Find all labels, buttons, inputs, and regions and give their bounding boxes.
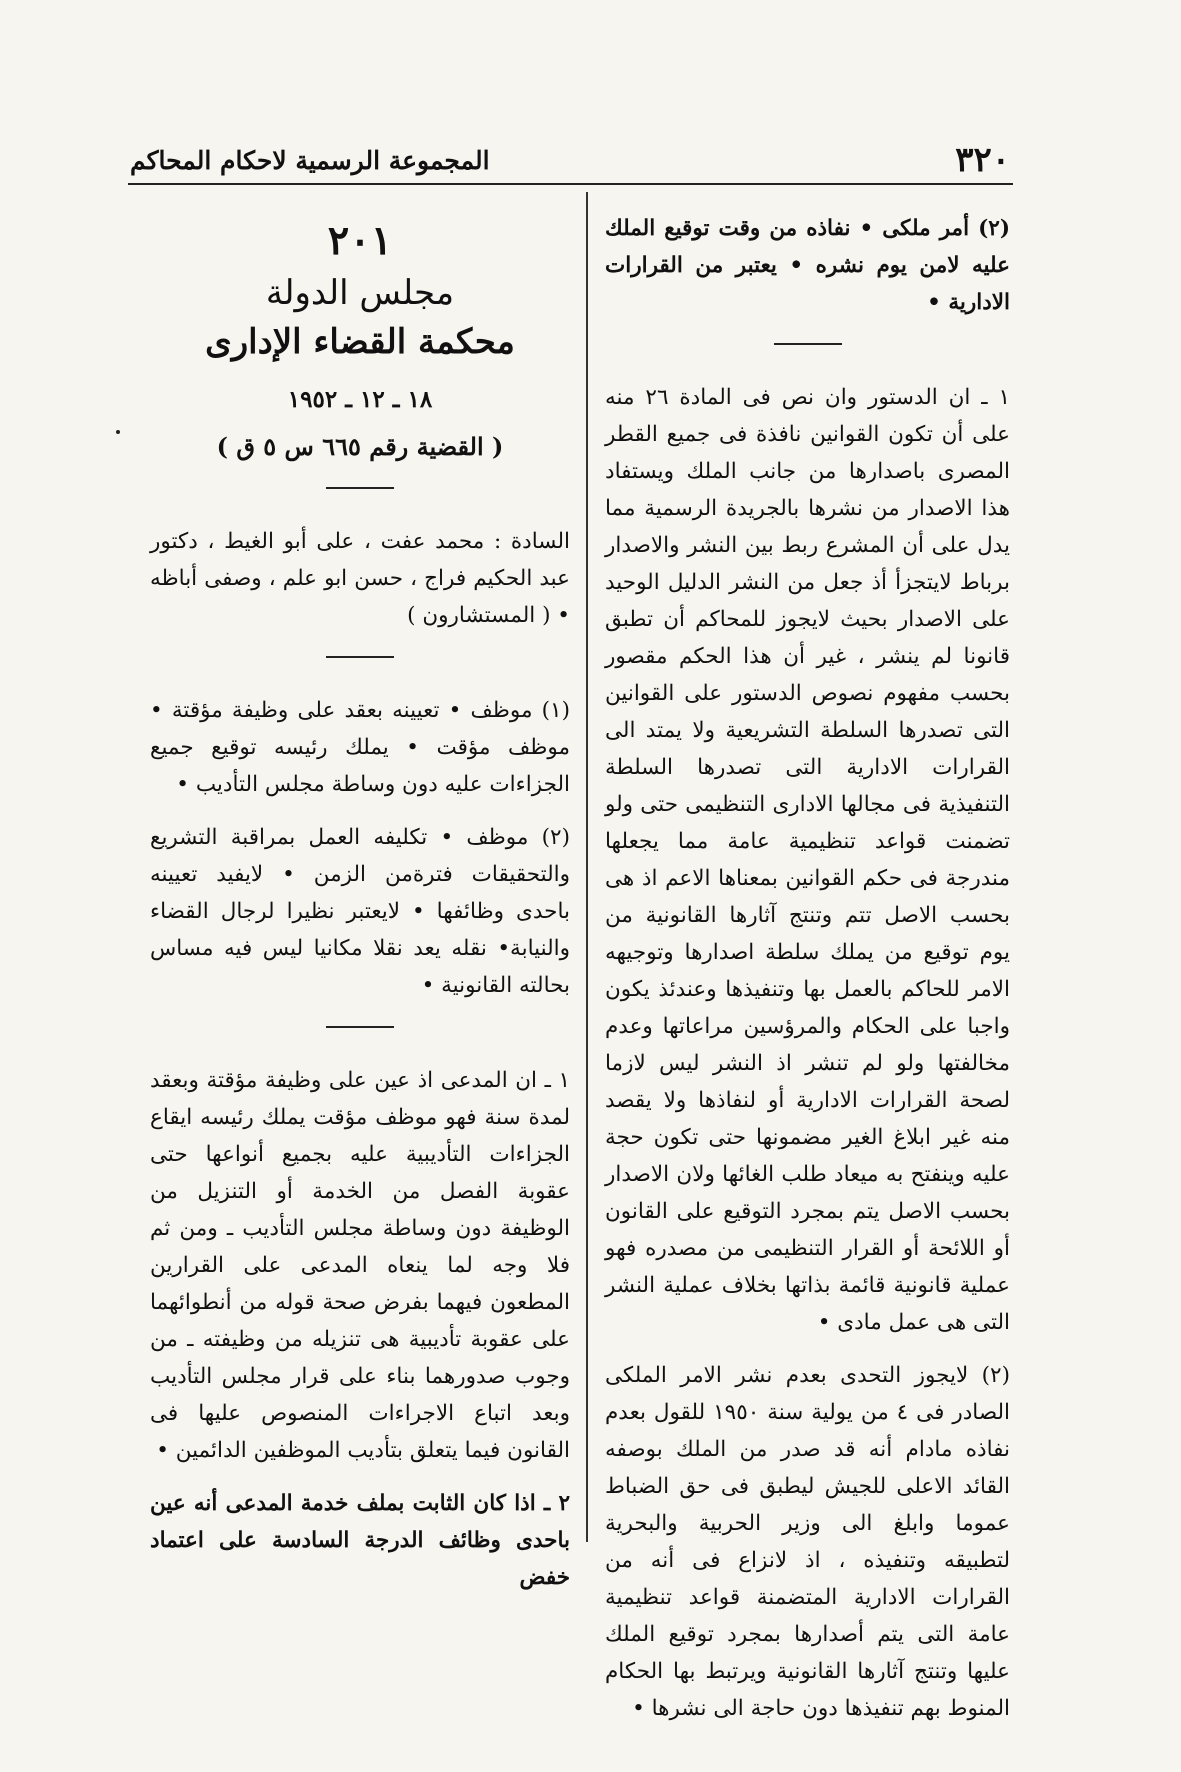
section-rule [326, 487, 394, 489]
right-column [605, 210, 1010, 1743]
section-rule [774, 343, 842, 345]
left-column [150, 210, 570, 1612]
left-headnote-1: (١) موظف • تعيينه بعقد على وظيفة مؤقتة • موظف مؤقت • يملك رئيسه توقيع جميع الجزاءات عليه دون وساطة مجلس التأديب • [150, 698, 570, 797]
section-rule [326, 1026, 394, 1028]
column-divider [586, 192, 588, 1542]
left-paragraph-2: ٢ ـ اذا كان الثابت بملف خدمة المدعى أنه عين باحدى وظائف الدرجة السادسة على اعتماد خفض [150, 1491, 570, 1590]
right-paragraph-2: (٢) لايجوز التحدى بعدم نشر الامر الملكى الصادر فى ٤ من يولية سنة ١٩٥٠ للقول بعدم نفاذه مادام أنه قد صدر من الملك بوصفه القائد الاعلى للجيش ليطبق فى حق الضباط عموما وابلغ الى وزير الحربية والبحرية لتطبيقه وتنفيذه ، اذ لانزاع فى أنه من القرارات الادارية المتضمنة قواعد تنظيمية عامة التى يتم أصدارها بمجرد توقيع الملك عليها وتنتج آثارها القانونية ويرتبط بها الحكام المنوط بهم تنفيذها دون حاجة الى نشرها • [605, 1363, 1010, 1721]
case-reference: ( القضية رقم ٦٦٥ س ٥ ق ) [216, 432, 504, 461]
left-paragraph-1: ١ ـ ان المدعى اذ عين على وظيفة مؤقتة وبعقد لمدة سنة فهو موظف مؤقت يملك رئيسه ايقاع الجزاءات التأديبية عليه بجميع أنواعها حتى عقوبة الفصل من الخدمة أو التنزيل من الوظيفة دون وساطة مجلس التأديب ـ ومن ثم فلا وجه لما ينعاه المدعى على القرارين المطعون فيهما بفرض صحة قوله من أنطوائهما على عقوبة تأديبية هى تنزيله من وظيفته ـ من وجوب صدورهما بناء على قرار مجلس التأديب وبعد اتباع الاجراءات المنصوص عليها فى القانون فيما يتعلق بتأديب الموظفين الدائمين • [150, 1068, 570, 1463]
page-number: ٣٢٠ [955, 140, 1010, 180]
running-title: المجموعة الرسمية لاحكام المحاكم [130, 145, 490, 175]
section-rule [326, 656, 394, 658]
judges-list: السادة : محمد عفت ، على أبو الغيط ، دكتور عبد الحكيم فراج ، حسن ابو علم ، وصفى أباظه • ( المستشارون ) [150, 529, 570, 628]
right-paragraph-1: ١ ـ ان الدستور وان نص فى المادة ٢٦ منه على أن تكون القوانين نافذة فى جميع القطر المصرى باصدارها من جانب الملك ويستفاد هذا الاصدار من نشرها بالجريدة الرسمية مما يدل على أن المشرع ربط بين النشر والاصدار برباط لايتجزأ أذ جعل من النشر الدليل الوحيد على الاصدار بحيث لايجوز للمحاكم أن تطبق قانونا لم ينشر ، غير أن هذا الحكم مقصور بحسب مفهوم نصوص الدستور على القوانين التى تصدرها السلطة التشريعية ولا يمتد الى القرارات الادارية التى تصدرها السلطة التنفيذية فى مجالها الادارى التنظيمى حتى ولو تضمنت قواعد تنظيمية عامة مما يجعلها مندرجة فى حكم القوانين بمعناها الاعم اذ هى بحسب الاصل تتم وتنتج آثارها القانونية من يوم توقيع من يملك سلطة اصدارها وتوجيهه الامر للحاكم بالعمل بها وتنفيذها وعندئذ يكون واجبا على الحكام والمرؤسين مراعاتها وعدم مخالفتها ولو لم تنشر اذ النشر ليس لازما لصحة القرارات الادارية أو لنفاذها ولا يقصد منه غير ابلاغ الغير مضمونها حتى تكون حجة عليه وينفتح به ميعاد طلب الغائها ولان الاصدار بحسب الاصل يتم بمجرد التوقيع على القانون أو اللائحة أو القرار التنظيمى من مصدره فهو عملية قانونية قائمة بذاتها بخلاف عملية النشر التى هى عمل مادى • [605, 385, 1011, 1335]
right-headnote-2: (٢) أمر ملكى • نفاذه من وقت توقيع الملك عليه لامن يوم نشره • يعتبر من القرارات الادارية • [605, 216, 1010, 315]
case-number: ٢٠١ [327, 217, 393, 264]
header-rule [128, 183, 1013, 185]
court-title: محكمة القضاء الإدارى [205, 322, 515, 362]
council-title: مجلس الدولة [265, 273, 455, 313]
decision-date: ١٨ ـ ١٢ ـ ١٩٥٢ [287, 386, 433, 413]
margin-dot [116, 430, 120, 434]
page-header [130, 140, 1010, 180]
left-headnote-2: (٢) موظف • تكليفه العمل بمراقبة التشريع والتحقيقات فترةمن الزمن • لايفيد تعيينه باحدى وظائفها • لايعتبر نظيرا لرجال القضاء والنيابة• نقله يعد نقلا مكانيا ليس فيه مساس بحالته القانونية • [150, 825, 570, 998]
